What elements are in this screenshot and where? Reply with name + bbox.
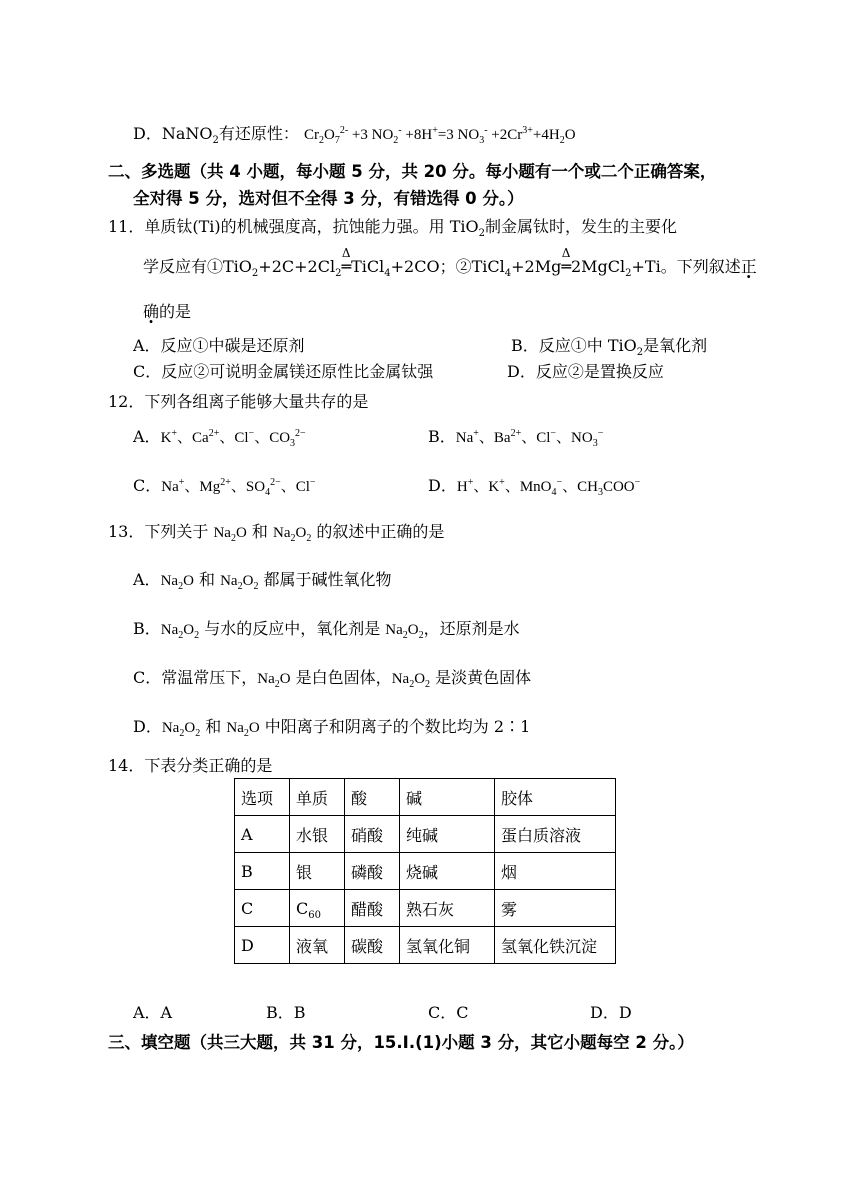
q11-stem-1: 11．单质钛(Ti)的机械强度高，抗蚀能力强。用 TiO$_2$制金属钛时，发生的主要化 — [108, 217, 678, 240]
q13-option-a: A．$Na_2O$ 和 $Na_2O_2$ 都属于碱性氧化物 — [133, 570, 392, 592]
q12-stem: 12．下列各组离子能够大量共存的是 — [108, 392, 369, 411]
q10-option-d: D．NaNO$_2$有还原性： $Cr_2O_7^{2-} +3$ $NO_2^- +8H^+=3$ $NO_3^- +2Cr^{3+}+4H_2O$ — [133, 124, 576, 147]
section2-note: 全对得 5 分，选对但不全得 3 分，有错选得 0 分。） — [133, 189, 524, 208]
q11-option-b: B．反应①中 TiO$_2$是氧化剂 — [511, 336, 708, 359]
table-header-row: 选项 单质 酸 碱 胶体 — [235, 779, 616, 816]
q12-option-b: B．Na+、$Ba^{2+}$、Cl−、$NO_3^-$ — [428, 427, 604, 449]
q11-option-d: D．反应②是置换反应 — [507, 362, 664, 381]
q12-option-d: D．H+、K+、MnO$_4$−、$CH_3COO^-$ — [428, 476, 641, 498]
table-row: C $C_{60}$ 醋酸 熟石灰 雾 — [235, 890, 616, 927]
q14-option-c: C．C — [428, 1003, 469, 1022]
q14-option-b: B．B — [266, 1003, 306, 1022]
q13-option-b: B．$Na_2O_2$ 与水的反应中，氧化剂是 $Na_2O_2$，还原剂是水 — [133, 619, 520, 641]
q12-option-c: C．Na+、$Mg^{2+}$、$SO_4^{2-}$、Cl− — [133, 476, 316, 498]
q11-stem-2: 学反应有$①TiO_2+2C+2Cl_2\Delta$ ═TiCl$_4$+2CO；②TiCl$_4$+2MgΔ ═2MgCl$_2$+Ti。下列叙述正 — [143, 256, 757, 278]
q11-option-a: A．反应①中碳是还原剂 — [133, 336, 305, 355]
table-row: B 银 磷酸 烧碱 烟 — [235, 853, 616, 890]
classification-table — [234, 778, 616, 964]
q13-option-c: C．常温常压下，$Na_2O$ 是白色固体，$Na_2O_2$ 是淡黄色固体 — [133, 668, 532, 690]
table-row: A 水银 硝酸 纯碱 蛋白质溶液 — [235, 816, 616, 853]
c60-cell: $C_{60}$ — [290, 890, 345, 927]
q11-option-c: C．反应②可说明金属镁还原性比金属钛强 — [133, 362, 434, 381]
q13-option-d: D．$Na_2O_2$ 和 $Na_2O$ 中阳离子和阴离子的个数比均为 2∶1 — [133, 717, 531, 739]
section2-title: 二、多选题（共 4 小题，每小题 5 分，共 20 分。每小题有一个或二个正确答案， — [108, 162, 717, 181]
q11-stem-3: 确的是 — [143, 302, 192, 321]
q13-stem: 13．下列关于 $Na_2O$ 和 $Na_2O_2$ 的叙述中正确的是 — [108, 522, 445, 544]
section3-title: 三、填空题（共三大题，共 31 分，15.Ⅰ.(1)小题 3 分，其它小题每空 2 分。） — [108, 1033, 694, 1052]
q12-option-a: A．K+、$Ca^{2+}$、Cl−、$CO_3^{2-}$ — [133, 427, 306, 449]
q14-option-a: A．A — [133, 1003, 173, 1022]
q10-equation: $Cr_2O_7^{2-} +3$ $NO_2^- +8H^+=3$ $NO_3^- +2Cr^{3+}+4H_2O$ — [303, 125, 576, 146]
table-row: D 液氧 碳酸 氢氧化铜 氢氧化铁沉淀 — [235, 927, 616, 964]
q14-option-d: D．D — [590, 1003, 632, 1022]
q14-stem: 14．下表分类正确的是 — [108, 756, 273, 775]
